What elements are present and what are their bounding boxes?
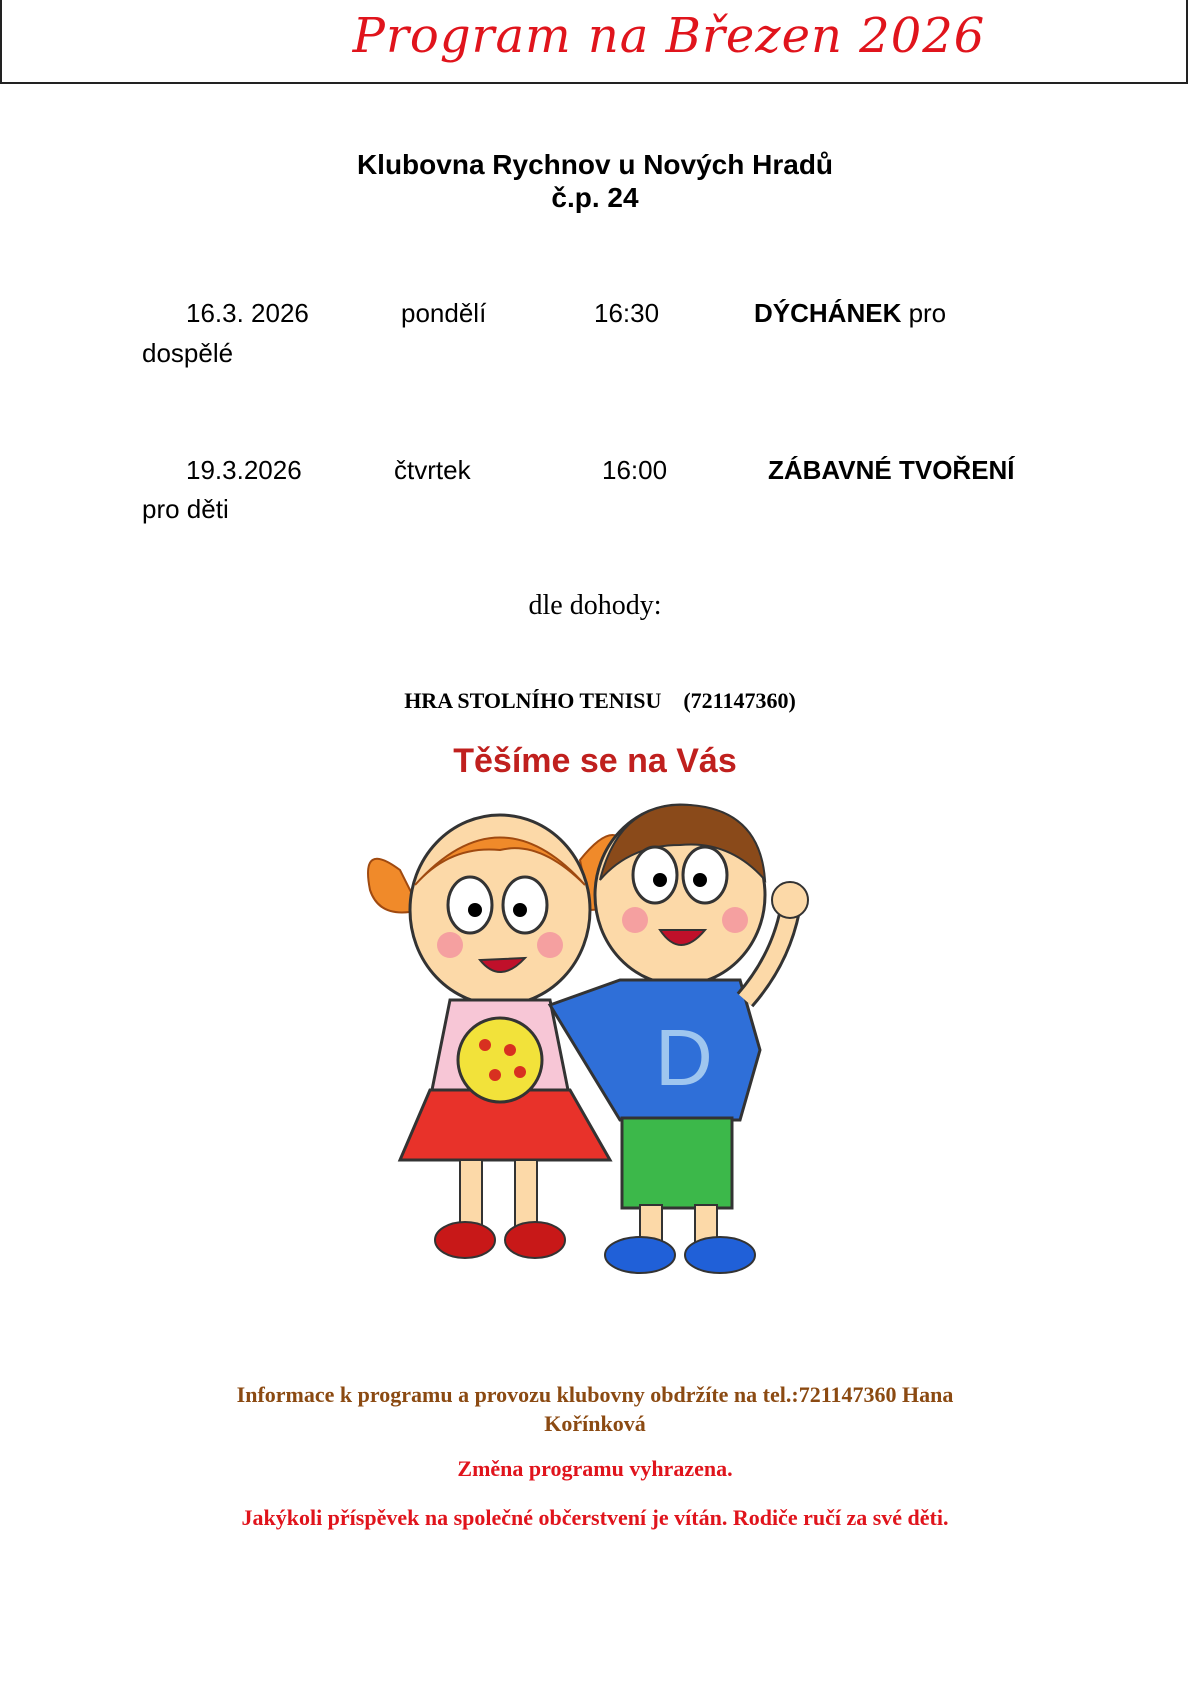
children-illustration — [360, 800, 860, 1310]
event-suffix: pro — [901, 298, 947, 328]
event-time: 16:30 — [594, 298, 660, 328]
contribution-notice: Jakýkoli příspěvek na společné občerstvení je vítán. Rodiče ručí za své děti. — [241, 1505, 949, 1530]
event-day: čtvrtek — [394, 455, 471, 485]
change-notice: Změna programu vyhrazena. — [457, 1456, 733, 1481]
contact-info-line1: Informace k programu a provozu klubovny obdržíte na tel.:721147360 Hana — [236, 1382, 954, 1407]
event-name: ZÁBAVNÉ TVOŘENÍ — [768, 455, 1015, 485]
contact-info-line2: Kořínková — [544, 1411, 646, 1436]
event-name: DÝCHÁNEK — [754, 298, 902, 328]
event-title — [754, 298, 946, 329]
svg-text:D: D — [655, 1013, 713, 1102]
event-date: 19.3.2026 — [186, 455, 302, 485]
page-title: Program na Březen 2026 — [352, 8, 986, 64]
venue-address: č.p. 24 — [551, 182, 639, 213]
event-audience: dospělé — [142, 338, 234, 368]
header-box — [0, 0, 1188, 84]
event-time: 16:00 — [602, 455, 668, 485]
phone: (721147360) — [683, 688, 796, 713]
activity: HRA STOLNÍHO TENISU — [404, 688, 662, 713]
venue-name: Klubovna Rychnov u Nových Hradů — [356, 149, 834, 180]
table-tennis-line — [0, 688, 1190, 714]
event-date: 16.3. 2026 — [186, 298, 309, 328]
venue — [0, 148, 1190, 214]
event-audience: pro děti — [142, 494, 229, 524]
by-agreement-label: dle dohody: — [528, 590, 662, 621]
event-title — [768, 455, 1015, 486]
contact-info — [0, 1380, 1190, 1438]
welcome-text: Těšíme se na Vás — [453, 742, 737, 780]
event-day: pondělí — [401, 298, 487, 328]
